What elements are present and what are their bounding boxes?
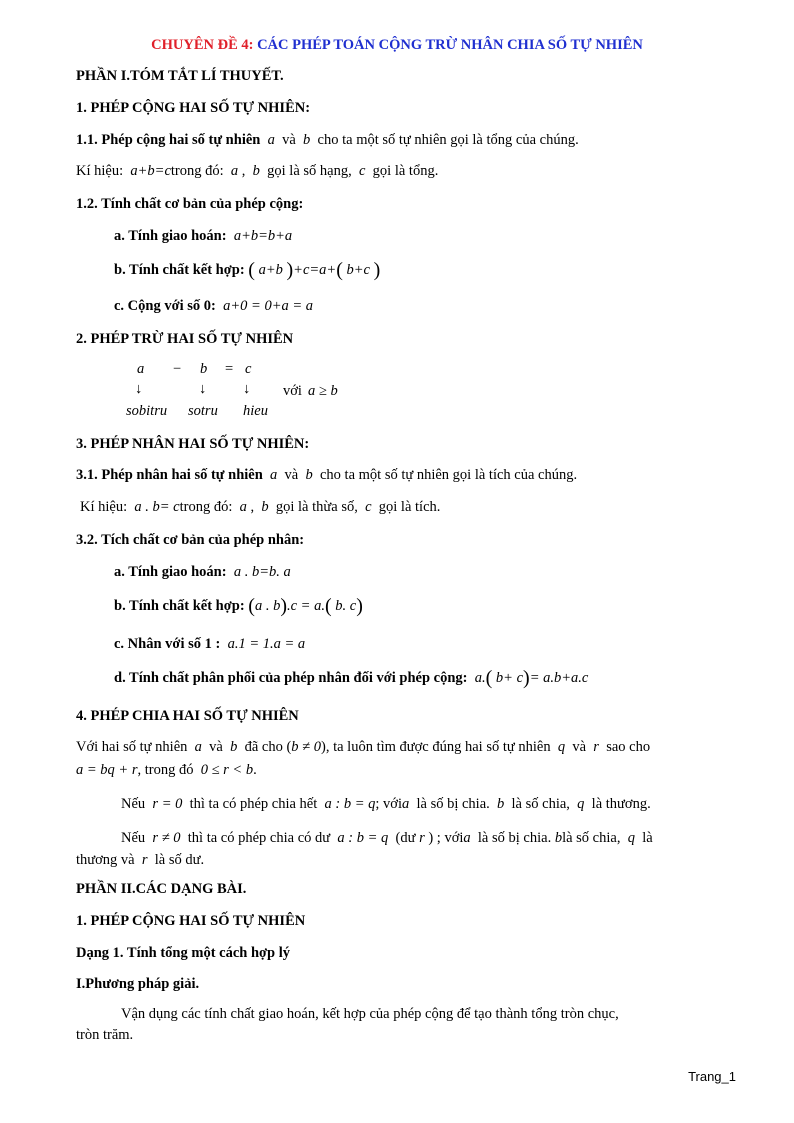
addition-commutative: a. Tính giao hoán: a+b=b+a: [114, 228, 293, 244]
division-paragraph-line1: Với hai số tự nhiên a và b đã cho (b ≠ 0), ta luôn tìm được đúng hai số tự nhiên q và r sao cho: [76, 739, 651, 755]
addition-notation: Kí hiệu: a+b=ctrong đó: a , b gọi là số hạng, c gọi là tổng.: [76, 163, 439, 179]
addition-associative: b. Tính chất kết hợp: ( a+b )+c=a+( b+c ): [114, 259, 381, 281]
section3-heading: 3. PHÉP NHÂN HAI SỐ TỰ NHIÊN:: [76, 436, 310, 452]
arrow-down-icon: ↓: [199, 381, 207, 397]
multiplication-commutative: a. Tính giao hoán: a . b=b. a: [114, 564, 291, 580]
section1-heading: 1. PHÉP CỘNG HAI SỐ TỰ NHIÊN:: [76, 100, 311, 116]
document-page: CHUYÊN ĐỀ 4: CÁC PHÉP TOÁN CỘNG TRỪ NHÂN CHIA SỐ TỰ NHIÊN PHẦN I.TÓM TẮT LÍ THUYẾT. 1. PHÉP CỘNG HAI SỐ TỰ NHIÊN: 1.1. Phép cộng hai số tự nhiên a và b cho ta một số tự nhiên gọi là tổng của chúng. Kí hiệu: a+b=ctrong đó: a , b gọi là số hạng, c gọi là tổng. 1.2. Tính chất cơ bản của phép cộng: a. Tính giao hoán: a+b=b+a b. Tính chất kết hợp: ( a+b )+c=a+( b+c ) c. Cộng với số 0: a+0 = 0+a = a 2. PHÉP TRỪ HAI SỐ TỰ NHIÊN a − b = c ↓ ↓ ↓ với a ≥ b sobitru sotru hieu 3. PHÉP NHÂN HAI SỐ TỰ NHIÊN: 3.1. Phép nhân hai số tự nhiên a và b cho ta một số tự nhiên gọi là tích của chúng. Kí hiệu: a . b= ctrong đó: a , b gọi là thừa số, c gọi là tích. 3.2. Tích chất cơ bản của phép nhân: a. Tính giao hoán: a . b=b. a b. Tính chất kết hợp: (a . b).c = a.( b. c) c. Nhân với số 1 : a.1 = 1.a = a d. Tính chất phân phối của phép nhân đối với phép cộng: a.( b+ c)= a.b+a.c 4. PHÉP CHIA HAI SỐ TỰ NHIÊN Với hai số tự nhiên a và b đã cho (b ≠ 0), ta luôn tìm được đúng hai số tự nhiên q và r sao cho a = bq + r, trong đó 0 ≤ r < b. Nếu r = 0 thì ta có phép chia hết a : b = q; vớia là số bị chia. b là số chia, q là thương. Nếu r ≠ 0 thì ta có phép chia có dư a : b = q (dư r ) ; vớia là số bị chia. blà số chia, q là thương và r là số dư. PHẦN II.CÁC DẠNG BÀI. 1. PHÉP CỘNG HAI SỐ TỰ NHIÊN Dạng 1. Tính tổng một cách hợp lý I.Phương pháp giải. Vận dụng các tính chất giao hoán, kết hợp của phép cộng để tạo thành tổng tròn chục, tròn trăm. Trang_1: [0, 0, 794, 1123]
section2-heading: 2. PHÉP TRỪ HAI SỐ TỰ NHIÊN: [76, 331, 294, 347]
multiplication-associative: b. Tính chất kết hợp: (a . b).c = a.( b. c): [114, 595, 363, 617]
title-topic-name: CÁC PHÉP TOÁN CỘNG TRỪ NHÂN CHIA SỐ TỰ NHIÊN: [253, 37, 643, 53]
multiplication-one: c. Nhân với số 1 : a.1 = 1.a = a: [114, 636, 306, 652]
part2-heading: PHẦN II.CÁC DẠNG BÀI.: [76, 881, 247, 897]
page-number: Trang_1: [688, 1069, 736, 1084]
arrow-down-icon: ↓: [135, 381, 143, 397]
remainder-division-line2: thương và r là số dư.: [76, 852, 205, 868]
multiplication-notation: Kí hiệu: a . b= ctrong đó: a , b gọi là thừa số, c gọi là tích.: [80, 499, 441, 515]
part1-heading: PHẦN I.TÓM TẮT LÍ THUYẾT.: [76, 68, 284, 84]
method-heading: I.Phương pháp giải.: [76, 976, 200, 992]
method-text-line2: tròn trăm.: [76, 1027, 134, 1043]
multiplication-properties-heading: 3.2. Tích chất cơ bản của phép nhân:: [76, 532, 305, 548]
exact-division: Nếu r = 0 thì ta có phép chia hết a : b = q; vớia là số bị chia. b là số chia, q là thương.: [121, 796, 651, 812]
method-text-line1: Vận dụng các tính chất giao hoán, kết hợp của phép cộng để tạo thành tổng tròn chục,: [121, 1006, 619, 1022]
part2-section1-heading: 1. PHÉP CỘNG HAI SỐ TỰ NHIÊN: [76, 913, 306, 929]
multiplication-distributive: d. Tính chất phân phối của phép nhân đối với phép cộng: a.( b+ c)= a.b+a.c: [114, 667, 589, 689]
arrow-down-icon: ↓: [243, 381, 251, 397]
addition-properties-heading: 1.2. Tính chất cơ bản của phép cộng:: [76, 196, 304, 212]
addition-definition: 1.1. Phép cộng hai số tự nhiên a và b cho ta một số tự nhiên gọi là tổng của chúng.: [76, 132, 579, 148]
multiplication-definition: 3.1. Phép nhân hai số tự nhiên a và b cho ta một số tự nhiên gọi là tích của chúng.: [76, 467, 578, 483]
remainder-division-line1: Nếu r ≠ 0 thì ta có phép chia có dư a : b = q (dư r ) ; vớia là số bị chia. blà số chia, q là: [121, 830, 653, 846]
title-topic-number: CHUYÊN ĐỀ 4:: [151, 37, 254, 53]
section4-heading: 4. PHÉP CHIA HAI SỐ TỰ NHIÊN: [76, 708, 299, 724]
division-paragraph-line2: a = bq + r, trong đó 0 ≤ r < b.: [76, 762, 257, 778]
page-title: [0, 37, 794, 54]
form1-heading: Dạng 1. Tính tổng một cách hợp lý: [76, 945, 291, 961]
addition-zero: c. Cộng với số 0: a+0 = 0+a = a: [114, 298, 314, 314]
